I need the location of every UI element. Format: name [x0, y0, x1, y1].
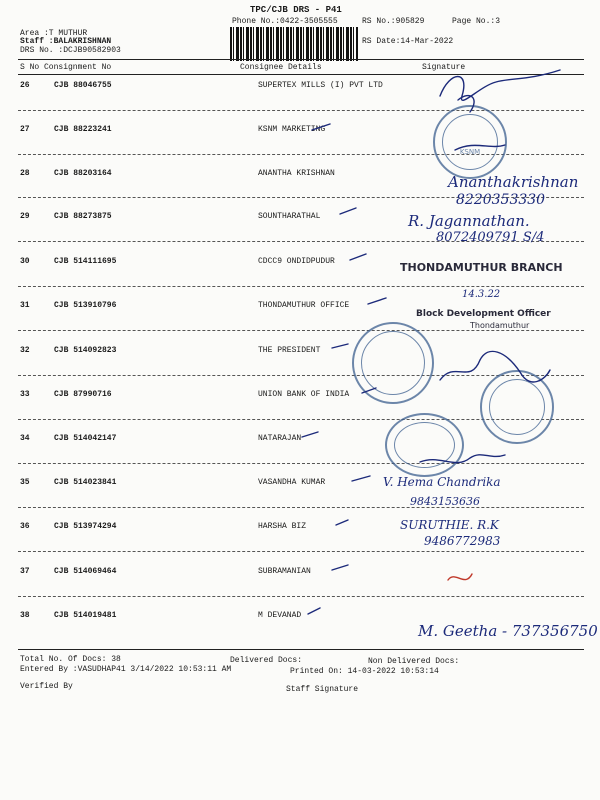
handwritten-date: 14.3.22 [462, 289, 501, 300]
rs-date: RS Date:14-Mar-2022 [362, 37, 454, 46]
table-row: 32 CJB 514092823 THE PRESIDENT [20, 346, 321, 355]
handwritten-name-38: M. Geetha - 737356750 [418, 622, 598, 640]
signature-37 [448, 574, 472, 580]
table-row: 26 CJB 88046755 SUPERTEX MILLS (I) PVT LTD [20, 81, 383, 90]
verified-by: Verified By [20, 682, 73, 691]
handwritten-name-36: SURUTHIE. R.K [400, 518, 499, 532]
branch-stamp: THONDAMUTHUR BRANCH [400, 261, 563, 274]
bdo-stamp-line2: Thondamuthur [470, 321, 530, 330]
tick-33 [362, 388, 376, 393]
area-label: Area :T MUTHUR [20, 29, 88, 38]
table-row: 27 CJB 88223241 KSNM MARKETING [20, 125, 326, 134]
tick-27 [312, 124, 330, 130]
table-row: 36 CJB 513974294 HARSHA BIZ [20, 522, 307, 531]
handwritten-name-29: R. Jagannathan. [408, 212, 530, 230]
handwritten-phone-36: 9486772983 [424, 534, 501, 548]
tick-30 [350, 254, 366, 260]
signature-34 [420, 455, 505, 463]
handwritten-phone-28: 8220353330 [456, 192, 546, 208]
handwritten-name-28: Ananthakrishnan [448, 173, 579, 191]
table-row: 34 CJB 514042147 NATARAJAN [20, 434, 302, 443]
handwritten-phone-35: 9843153636 [410, 495, 480, 508]
col-consignee: Consignee Details [240, 63, 322, 72]
tick-36 [336, 520, 348, 525]
drs-number: DRS No. :DCJB90582903 [20, 46, 121, 55]
delivered-docs: Delivered Docs: [230, 656, 303, 665]
rs-number: RS No.:905829 [362, 17, 425, 26]
entered-by: Entered By :VASUDHAP41 3/14/2022 10:53:11 AM [20, 665, 232, 674]
signature-27 [458, 96, 474, 112]
tick-34 [302, 432, 318, 437]
table-row: 38 CJB 514019481 M DEVANAD [20, 611, 302, 620]
tick-31 [368, 298, 386, 304]
total-docs: Total No. Of Docs: 38 [20, 655, 121, 664]
staff-label: Staff :BALAKRISHNAN [20, 37, 112, 46]
table-row: 35 CJB 514023841 VASANDHA KUMAR [20, 478, 326, 487]
handwritten-phone-29: 8072409791 S/4 [436, 230, 545, 245]
printed-on: Printed On: 14-03-2022 10:53:14 [290, 667, 439, 676]
tick-38 [308, 608, 320, 614]
tick-32 [332, 344, 348, 348]
signature-27b [455, 145, 505, 150]
col-consignment: Consignment No [44, 63, 112, 72]
bdo-stamp-line1: Block Development Officer [416, 309, 551, 319]
page-number: Page No.:3 [452, 17, 501, 26]
tick-35 [352, 476, 370, 481]
table-row: 37 CJB 514069464 SUBRAMANIAN [20, 567, 311, 576]
signature-33 [440, 351, 550, 382]
table-row: 33 CJB 87990716 UNION BANK OF INDIA [20, 390, 350, 399]
table-row: 30 CJB 514111695 CDCC9 ONDIDPUDUR [20, 257, 335, 266]
tick-37 [332, 565, 348, 570]
ksnm-stamp: KSNM [433, 105, 507, 179]
table-row: 31 CJB 513910796 THONDAMUTHUR OFFICE [20, 301, 350, 310]
tick-29 [340, 208, 356, 214]
col-signature: Signature [422, 63, 466, 72]
signature-26 [440, 70, 560, 100]
table-row: 29 CJB 88273875 SOUNTHARATHAL [20, 212, 321, 221]
table-row: 28 CJB 88203164 ANANTHA KRISHNAN [20, 169, 335, 178]
document-title: TPC/CJB DRS - P41 [250, 5, 342, 15]
phone-number: Phone No.:0422-3505555 [232, 17, 338, 26]
staff-signature: Staff Signature [286, 685, 359, 694]
handwritten-name-35: V. Hema Chandrika [383, 475, 501, 489]
col-sno: S No [20, 63, 40, 72]
non-delivered-docs: Non Delivered Docs: [368, 657, 460, 666]
